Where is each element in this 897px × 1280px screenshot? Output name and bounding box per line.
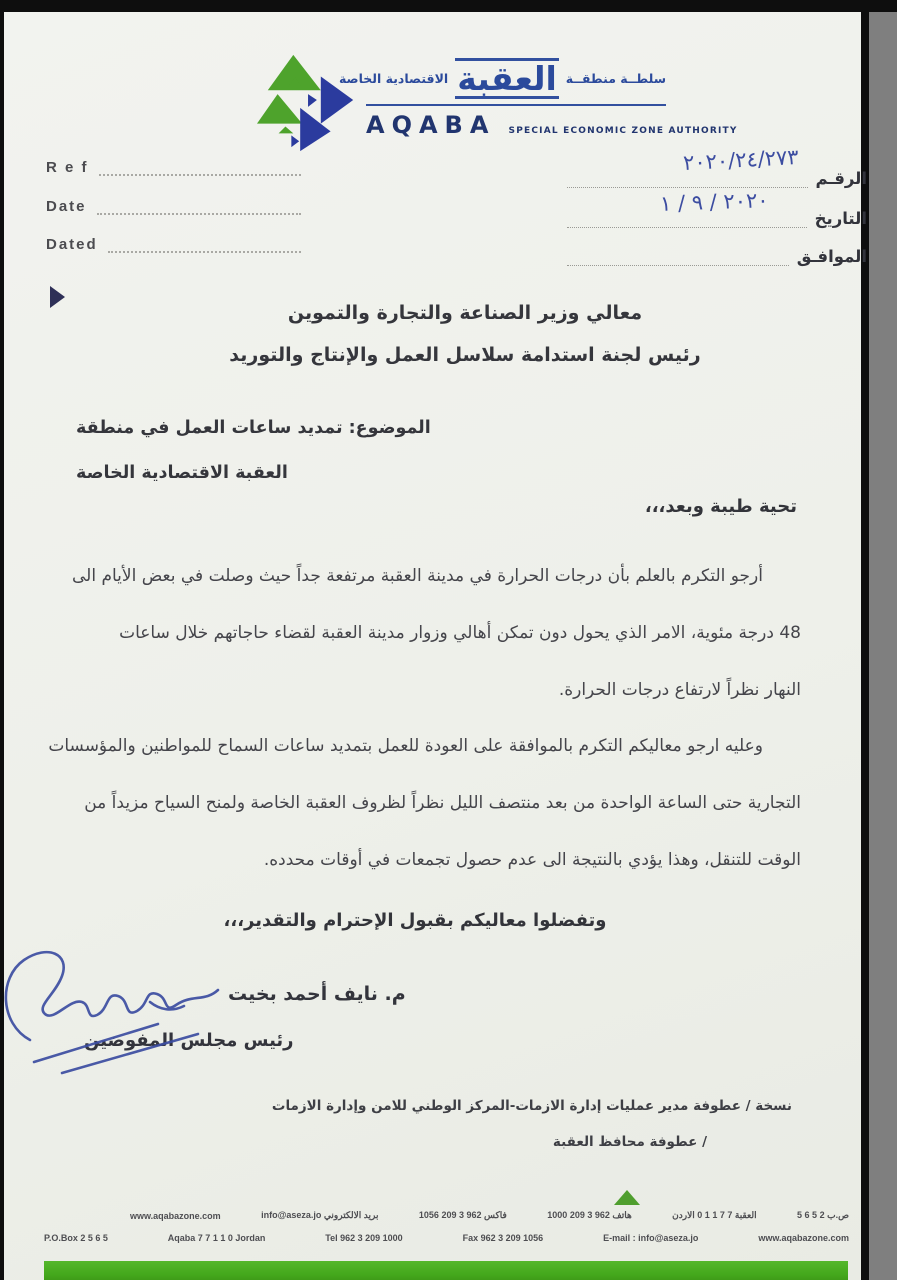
agreed-field-ar — [567, 246, 867, 266]
body-line: الوقت للتنقل، وهذا يؤدي بالنتيجة الى عدم حصول تجمعات في أوقات محدده. — [263, 850, 801, 870]
footer-contact-row-english — [44, 1233, 849, 1243]
footer-fax-ar: فاكس 962 3 209 1056 — [418, 1210, 507, 1220]
date-label: Date — [46, 198, 87, 215]
brand-ar-prefix: سلطــة منطقــة — [565, 71, 666, 86]
number-label-ar: الرقـم — [815, 169, 867, 188]
margin-arrow-icon — [50, 286, 65, 308]
aseza-triangles-logo-icon — [256, 50, 364, 152]
cc-line2: / عطوفة محافظ العقبة — [552, 1134, 707, 1150]
ref-label: R e f — [46, 159, 89, 176]
body-line: النهار نظراً لارتفاع درجات الحرارة. — [558, 680, 801, 700]
brand-english-line — [366, 111, 738, 139]
body-paragraph-2 — [42, 718, 801, 889]
footer-fax-en: Fax 962 3 209 1056 — [462, 1233, 544, 1243]
brand-ar-suffix: الاقتصادية الخاصة — [338, 71, 449, 86]
scan-edge-strip — [869, 12, 897, 1280]
body-paragraph-1 — [42, 548, 801, 719]
footer-contact-row-arabic — [130, 1210, 849, 1221]
recipient-block — [170, 292, 760, 376]
subject-block — [76, 406, 496, 496]
brand-en-tagline: SPECIAL ECONOMIC ZONE AUTHORITY — [508, 126, 738, 136]
footer-email-en: E-mail : info@aseza.jo — [603, 1233, 699, 1243]
dated-label: Dated — [46, 236, 98, 253]
brand-ar-main: العقبة — [457, 59, 557, 98]
footer-address-en: Aqaba 7 7 1 1 0 Jordan — [167, 1233, 266, 1243]
body-line: التجارية حتى الساعة الواحدة من بعد منتصف الليل نظراً لظروف العقبة الخاصة ولمنح السياح مزيداً من — [84, 793, 801, 813]
dated-blank-line — [108, 235, 301, 253]
body-line: 48 درجة مئوية، الامر الذي يحول دون تمكن أهالي وزوار مدينة العقبة لقضاء حاجاتهم خلال ساعات — [119, 623, 801, 643]
ref-blank-line — [99, 158, 301, 176]
brand-en-name: AQABA — [366, 111, 496, 139]
subject-line2: العقبة الاقتصادية الخاصة — [76, 463, 288, 483]
footer-pobox-en: P.O.Box 2 5 6 5 — [44, 1233, 108, 1243]
cc-line1: نسخة / عطوفة مدير عمليات إدارة الازمات-المركز الوطني للامن وإدارة الازمات — [271, 1098, 792, 1114]
handwritten-reference-number: ٢٠٢٠/٢٤/٢٧٣ — [682, 144, 800, 176]
dated-field — [46, 235, 301, 253]
footer-website-ar: www.aqabazone.com — [130, 1210, 221, 1221]
closing-line: وتفضلوا معاليكم بقبول الإحترام والتقدير،،، — [223, 910, 607, 931]
footer-pobox-ar: ص.ب 2 5 6 5 — [796, 1210, 849, 1220]
signatory-name: م. نايف أحمد بخيت — [228, 983, 406, 1005]
greeting-line: تحية طيبة وبعد،،، — [644, 496, 797, 517]
date-label-ar: التاريخ — [814, 209, 867, 228]
footer-website-en: www.aqabazone.com — [758, 1233, 849, 1243]
date-blank-line — [97, 197, 301, 215]
agreed-line-ar — [567, 246, 789, 266]
body-line: أرجو التكرم بالعلم بأن درجات الحرارة في مدينة العقبة مرتفعة جداً حيث وصلت في بعض الأيام الى — [71, 566, 763, 586]
footer-triangle-icon — [614, 1190, 640, 1205]
signatory-title: رئيس مجلس المفوضين — [84, 1030, 294, 1051]
handwritten-date: ٢٠٢٠ / ٩ / ١ — [660, 188, 770, 216]
recipient-line1: معالي وزير الصناعة والتجارة والتموين — [287, 302, 643, 324]
footer-phone-ar: هاتف 962 3 209 1000 — [547, 1210, 632, 1220]
letterhead-brand — [338, 58, 738, 139]
footer-green-bar — [44, 1261, 848, 1280]
agreed-label-ar: الموافـق — [796, 247, 867, 266]
handwritten-signature-icon — [0, 940, 235, 1080]
subject-line1: الموضوع: تمديد ساعات العمل في منطقة — [76, 418, 431, 438]
brand-arabic-line — [338, 58, 666, 106]
footer-email-ar: بريد الالكتروني info@aseza.jo — [261, 1210, 379, 1220]
body-line: وعليه ارجو معاليكم التكرم بالموافقة على العودة للعمل بتمديد ساعات السماح للمواطنين والمؤسسات — [48, 736, 763, 756]
footer-tel-en: Tel 962 3 209 1000 — [325, 1233, 403, 1243]
date-field — [46, 197, 301, 215]
footer-address-ar: العقبة 7 7 1 1 0 الاردن — [672, 1210, 757, 1220]
ref-field — [46, 158, 301, 176]
recipient-line2: رئيس لجنة استدامة سلاسل العمل والإنتاج والتوريد — [229, 344, 701, 366]
